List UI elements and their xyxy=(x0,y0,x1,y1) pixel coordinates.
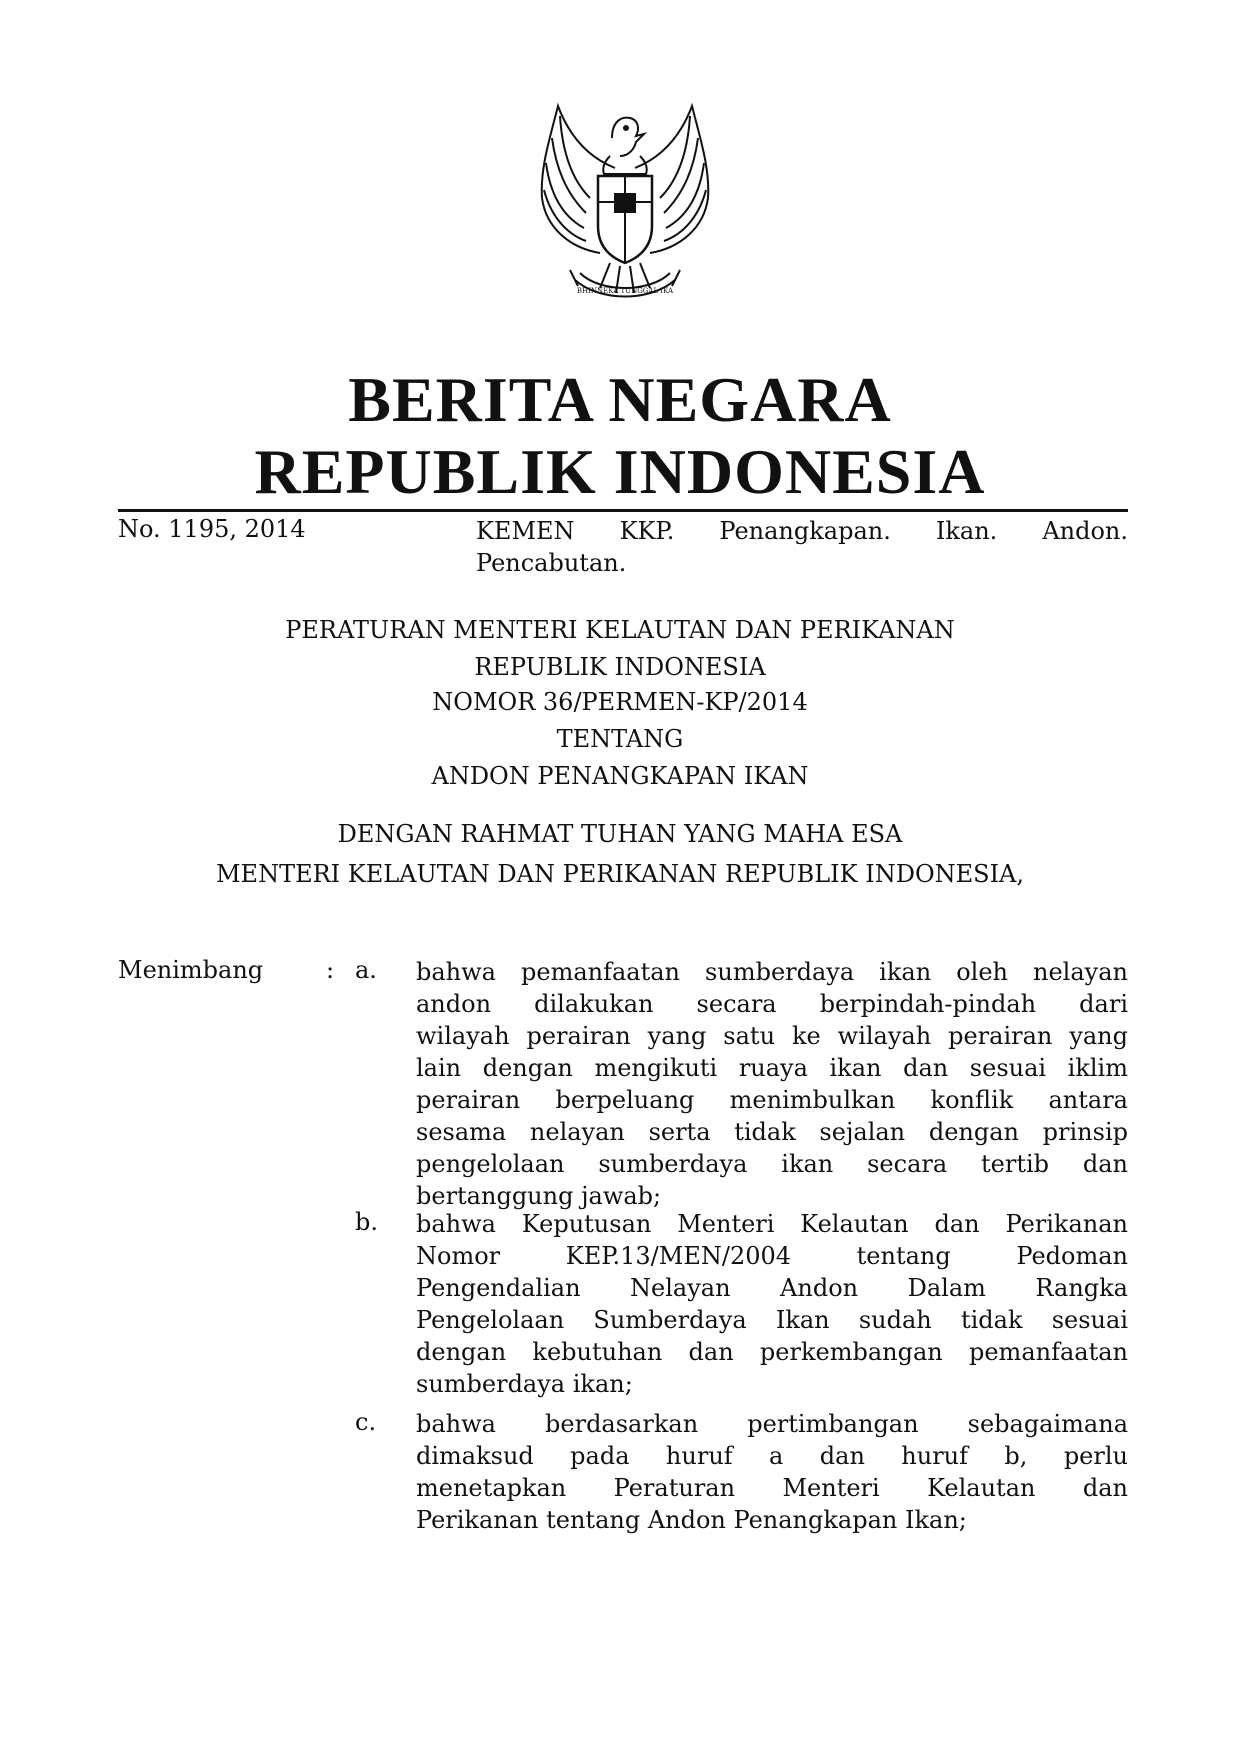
item-line: bahwa pemanfaatan sumberdaya ikan oleh nelayan xyxy=(416,958,1128,986)
item-line: Pengendalian Nelayan Andon Dalam Rangka xyxy=(416,1274,1128,1302)
item-text xyxy=(416,956,1128,1212)
item-line: menetapkan Peraturan Menteri Kelautan dan xyxy=(416,1474,1128,1502)
regulation-title-line: REPUBLIK INDONESIA xyxy=(474,653,766,681)
item-letter: a. xyxy=(355,956,377,984)
item-line: perairan berpeluang menimbulkan konflik antara xyxy=(416,1086,1128,1114)
item-line: sumberdaya ikan; xyxy=(416,1370,633,1398)
item-line: bahwa berdasarkan pertimbangan sebagaimana xyxy=(416,1410,1128,1438)
regulation-number: NOMOR 36/PERMEN-KP/2014 xyxy=(432,688,808,716)
item-line: bertanggung jawab; xyxy=(416,1182,662,1210)
item-line: wilayah perairan yang satu ke wilayah perairan yang xyxy=(416,1022,1128,1050)
menimbang-colon: : xyxy=(326,956,335,984)
description-line: KEMEN KKP. Penangkapan. Ikan. Andon. xyxy=(476,517,1128,545)
preamble-line: MENTERI KELAUTAN DAN PERIKANAN REPUBLIK INDONESIA, xyxy=(215,860,1025,888)
item-line: dengan kebutuhan dan perkembangan pemanfaatan xyxy=(416,1338,1128,1366)
masthead-title: BERITA NEGARA xyxy=(348,364,892,435)
item-text xyxy=(416,1408,1128,1536)
gazette-description xyxy=(476,515,1128,579)
regulation-about: TENTANG xyxy=(556,725,684,753)
regulation-title-line: PERATURAN MENTERI KELAUTAN DAN PERIKANAN xyxy=(285,616,955,644)
item-line: andon dilakukan secara berpindah-pindah dari xyxy=(416,990,1128,1018)
preamble-line: DENGAN RAHMAT TUHAN YANG MAHA ESA xyxy=(337,820,903,848)
gazette-number: No. 1195, 2014 xyxy=(118,515,306,543)
item-line: dimaksud pada huruf a dan huruf b, perlu xyxy=(416,1442,1128,1470)
menimbang-label: Menimbang xyxy=(118,956,264,984)
item-line: sesama nelayan serta tidak sejalan dengan prinsip xyxy=(416,1118,1128,1146)
emblem-motto: BHINNEKA TUNGGAL IKA xyxy=(576,287,674,295)
garuda-emblem-icon xyxy=(520,98,730,318)
item-line: bahwa Keputusan Menteri Kelautan dan Perikanan xyxy=(416,1210,1128,1238)
item-line: lain dengan mengikuti ruaya ikan dan sesuai iklim xyxy=(416,1054,1128,1082)
masthead-subtitle: REPUBLIK INDONESIA xyxy=(254,436,986,507)
item-letter: b. xyxy=(355,1208,378,1236)
item-line: Nomor KEP.13/MEN/2004 tentang Pedoman xyxy=(416,1242,1128,1270)
item-line: pengelolaan sumberdaya ikan secara tertib dan xyxy=(416,1150,1128,1178)
regulation-subject: ANDON PENANGKAPAN IKAN xyxy=(431,762,809,790)
description-line: Pencabutan. xyxy=(476,549,627,577)
item-line: Pengelolaan Sumberdaya Ikan sudah tidak sesuai xyxy=(416,1306,1128,1334)
masthead-divider xyxy=(118,509,1128,512)
item-text xyxy=(416,1208,1128,1400)
item-letter: c. xyxy=(355,1408,377,1436)
item-line: Perikanan tentang Andon Penangkapan Ikan; xyxy=(416,1506,967,1534)
